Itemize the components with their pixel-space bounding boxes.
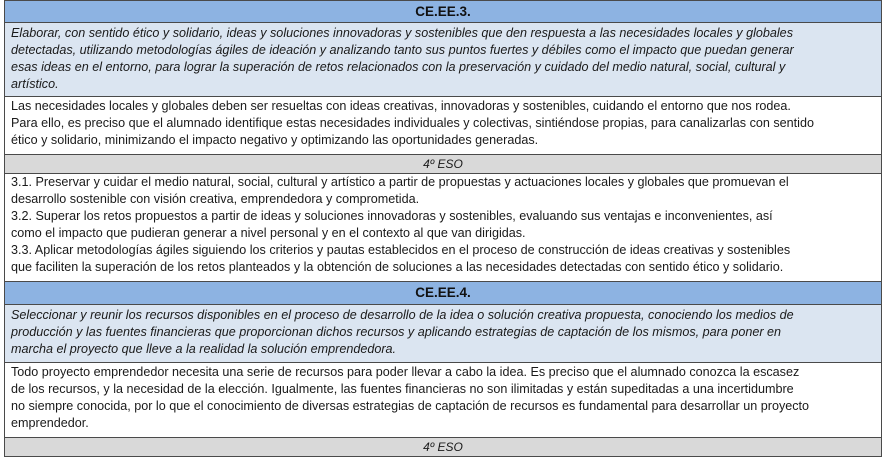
explanation-line: Todo proyecto emprendedor necesita una serie de recursos para poder llevar a cabo la idea. Es preciso que el alumnado conozca la escasez <box>11 365 800 379</box>
competence-explanation <box>5 96 881 154</box>
competence-code: CE.EE.4. <box>415 285 471 300</box>
competence-explanation <box>5 362 881 437</box>
competence-table <box>4 0 882 457</box>
course-level: 4º ESO <box>423 440 463 454</box>
explanation-line: emprendedor. <box>11 416 89 430</box>
course-level: 4º ESO <box>423 157 463 171</box>
explanation-line: de los recursos, y la necesidad de la elección. Igualmente, las fuentes financieras no son ilimitadas y están supeditadas a una incertidumbre <box>11 382 794 396</box>
evaluation-criteria <box>5 173 881 281</box>
explanation-line: Para ello, es preciso que el alumnado identifique estas necesidades individuales y colectivas, sintiéndose propias, para canalizarlas con sentido <box>11 116 814 130</box>
specific-competence-description <box>5 22 881 96</box>
objective-line: esas ideas en el entorno, para lograr la superación de retos relacionados con la preservación y cuidado del medio natural, social, cultural y <box>11 60 786 74</box>
objective-line: Seleccionar y reunir los recursos disponibles en el proceso de desarrollo de la idea o solución creativa propuesta, conociendo los medios de <box>11 308 794 322</box>
objective-line: artístico. <box>11 77 59 91</box>
explanation-line: ético y solidario, minimizando el impacto negativo y optimizando las oportunidades generadas. <box>11 133 539 147</box>
criterion-3-1: 3.1. Preservar y cuidar el medio natural, social, cultural y artístico a partir de propuestas y actuaciones locales y globales que promuevan el desarrollo sostenible con visión creativa, emprendedora y comprometida. <box>11 175 789 206</box>
objective-line: detectadas, utilizando metodologías ágiles de ideación y analizando tanto sus puntos fuertes y débiles como el impacto que puedan generar <box>11 43 794 57</box>
criterion-3-3: 3.3. Aplicar metodologías ágiles siguiendo los criterios y pautas establecidos en el proceso de construcción de ideas creativas y sostenibles que faciliten la superación de los retos planteados y la obtención de soluciones a las necesidades detectadas con sentido ético y solidario. <box>11 243 791 274</box>
specific-competence-description <box>5 304 881 362</box>
competence-header-ceee4 <box>5 281 881 304</box>
course-level-row <box>5 154 881 173</box>
explanation-line: Las necesidades locales y globales deben ser resueltas con ideas creativas, innovadoras y sostenibles, cuidando el entorno que nos rodea. <box>11 99 791 113</box>
objective-line: producción y las fuentes financieras que proporcionan dichos recursos y aplicando estrategias de captación de los mismos, para poner en <box>11 325 782 339</box>
criterion-3-2: 3.2. Superar los retos propuestos a partir de ideas y soluciones innovadoras y sostenibles, evaluando sus ventajas e inconvenientes, así como el impacto que pudieran generar a nivel personal y en el contexto al que van dirigidas. <box>11 209 773 240</box>
competence-code: CE.EE.3. <box>415 4 471 19</box>
competence-header-ceee3 <box>5 0 881 22</box>
course-level-row <box>5 437 881 457</box>
objective-line: marcha el proyecto que lleve a la realidad la solución emprendedora. <box>11 342 397 356</box>
objective-line: Elaborar, con sentido ético y solidario, ideas y soluciones innovadoras y sostenibles que den respuesta a las necesidades locales y globales <box>11 26 793 40</box>
explanation-line: no siempre conocida, por lo que el conocimiento de diversas estrategias de captación de recursos es fundamental para desarrollar un proyecto <box>11 399 810 413</box>
